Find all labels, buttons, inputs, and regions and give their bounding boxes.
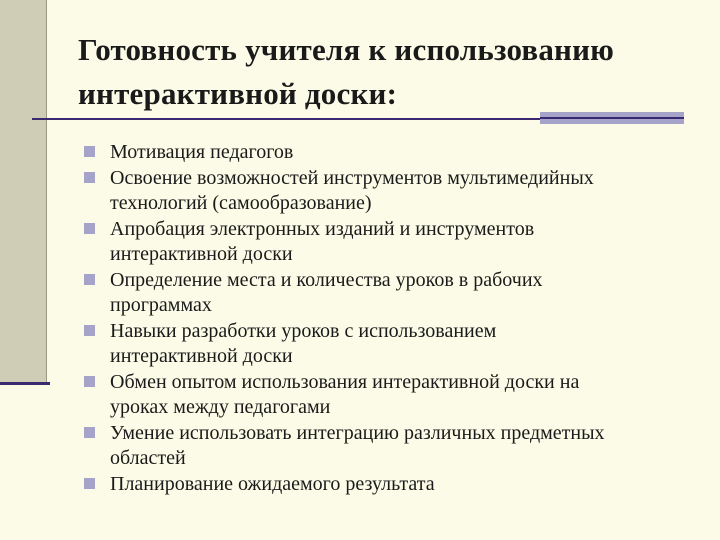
- list-item: [84, 268, 714, 318]
- list-item-line-2: областей: [110, 447, 186, 469]
- list-item-line-2: интерактивной доски: [110, 345, 293, 367]
- left-decor-line: [46, 0, 47, 382]
- square-bullet-icon: [84, 325, 95, 336]
- square-bullet-icon: [84, 478, 95, 489]
- square-bullet-icon: [84, 172, 95, 183]
- square-bullet-icon: [84, 376, 95, 387]
- square-bullet-icon: [84, 146, 95, 157]
- left-decor-accent: [0, 382, 50, 385]
- list-item: [84, 217, 714, 267]
- list-item-line-1: Планирование ожидаемого результата: [110, 473, 435, 495]
- list-item-line-1: Умение использовать интеграцию различных предметных: [110, 422, 605, 444]
- list-item: [84, 319, 714, 369]
- square-bullet-icon: [84, 223, 95, 234]
- list-item-line-2: интерактивной доски: [110, 243, 293, 265]
- list-item: [84, 370, 714, 420]
- square-bullet-icon: [84, 427, 95, 438]
- list-item-line-2: уроках между педагогами: [110, 396, 331, 418]
- list-item: [84, 166, 714, 216]
- left-decor-bar: [0, 0, 46, 382]
- title-divider-accent: [540, 112, 684, 124]
- list-item-line-2: технологий (самообразование): [110, 192, 372, 214]
- square-bullet-icon: [84, 274, 95, 285]
- list-item: [84, 140, 714, 165]
- list-item: [84, 421, 714, 471]
- list-item-line-1: Мотивация педагогов: [110, 141, 294, 163]
- bullet-list: [84, 140, 714, 498]
- slide-title-line-1: Готовность учителя к использованию: [78, 32, 615, 67]
- list-item-line-1: Навыки разработки уроков с использованием: [110, 320, 497, 342]
- list-item-line-1: Обмен опытом использования интерактивной доски на: [110, 371, 580, 393]
- list-item-line-1: Апробация электронных изданий и инструментов: [110, 218, 535, 240]
- list-item-line-1: Освоение возможностей инструментов мультимедийных: [110, 167, 594, 189]
- slide-title: [78, 28, 678, 116]
- slide-title-line-2: интерактивной доски:: [78, 76, 398, 111]
- list-item-line-1: Определение места и количества уроков в рабочих: [110, 269, 543, 291]
- list-item-line-2: программах: [110, 294, 212, 316]
- list-item: [84, 472, 714, 497]
